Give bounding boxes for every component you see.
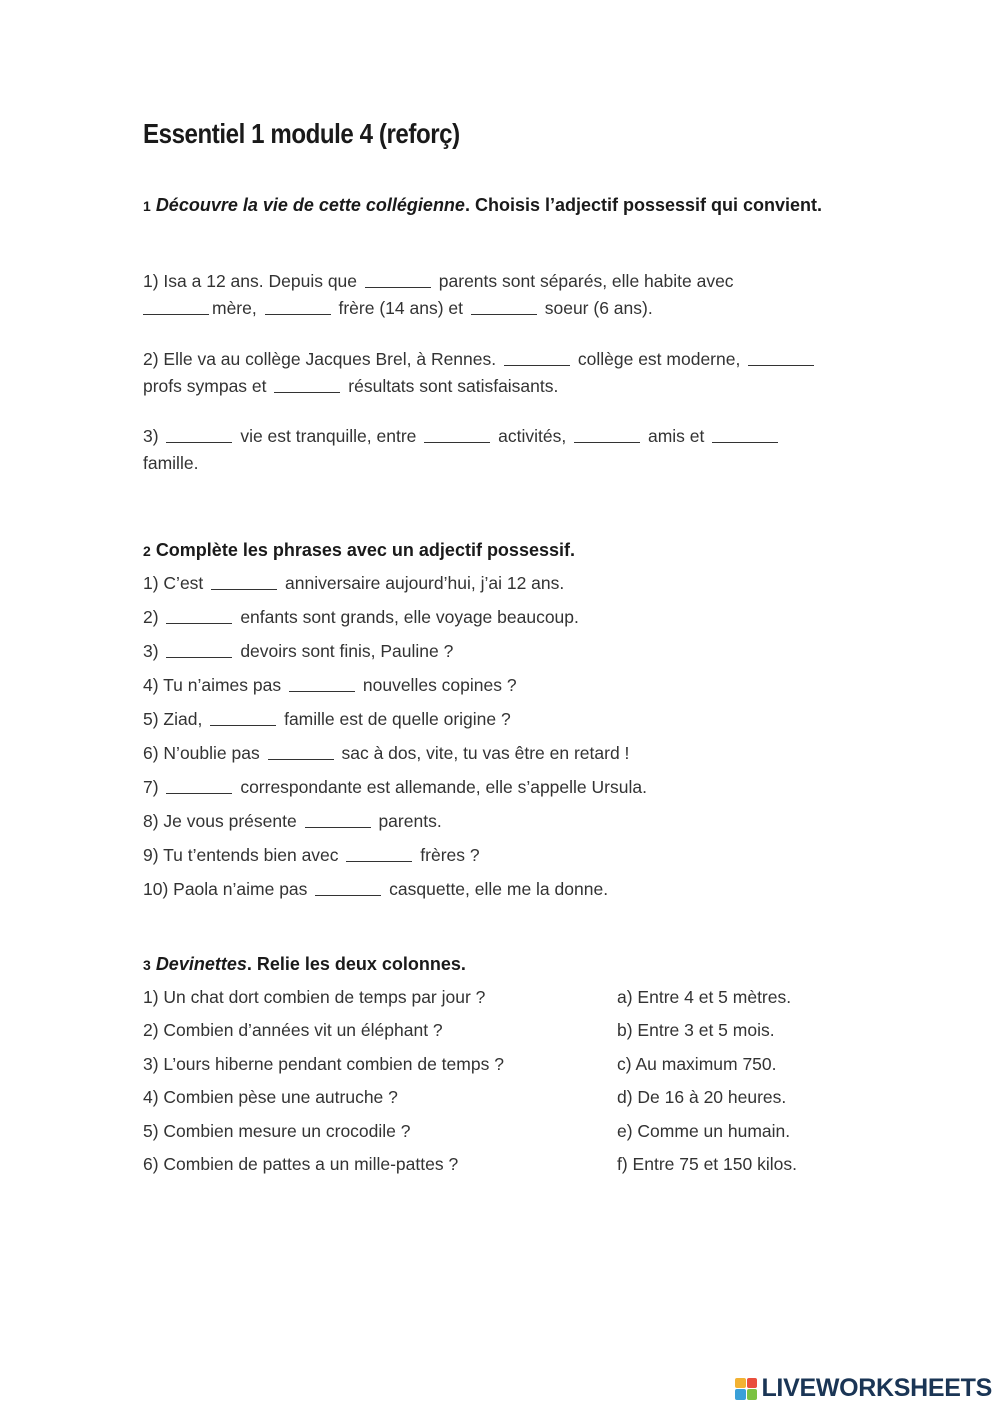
answer-blank[interactable] [305, 826, 371, 828]
text-segment: amis et [647, 426, 705, 446]
text-segment: famille est de quelle origine ? [284, 709, 511, 729]
answer-blank[interactable] [268, 758, 334, 760]
answer-blank[interactable] [166, 622, 232, 624]
text-segment: soeur (6 ans). [544, 298, 653, 318]
question-item[interactable]: 1) Un chat dort combien de temps par jour ? [143, 987, 486, 1007]
exercise-2-item [143, 606, 579, 628]
answer-blank[interactable] [211, 588, 277, 590]
text-segment: 2) Elle va au collège Jacques Brel, à Rennes. [143, 349, 497, 369]
answer-blank[interactable] [289, 690, 355, 692]
exercise-2-number: 2 [143, 543, 151, 559]
exercise-1-number: 1 [143, 198, 151, 214]
exercise-2-item [143, 640, 453, 662]
text-segment: famille. [143, 453, 199, 473]
exercise-1-paragraph-2 [143, 346, 863, 400]
text-segment: mère, [212, 298, 257, 318]
exercise-1-title-rest: . Choisis l’adjectif possessif qui convient. [464, 195, 823, 215]
answer-item[interactable]: c) Au maximum 750. [617, 1054, 777, 1074]
question-item[interactable]: 6) Combien de pattes a un mille-pattes ? [143, 1154, 459, 1174]
text-segment: devoirs sont finis, Pauline ? [240, 641, 454, 661]
answer-item[interactable]: e) Comme un humain. [617, 1121, 791, 1141]
text-segment: collège est moderne, [577, 349, 741, 369]
text-segment: 10) Paola n’aime pas [143, 879, 308, 899]
exercise-1-paragraph-3 [143, 423, 863, 477]
text-segment: 6) N’oublie pas [143, 743, 260, 763]
text-segment: 8) Je vous présente [143, 811, 297, 831]
answer-blank[interactable] [504, 364, 570, 366]
text-segment: résultats sont satisfaisants. [348, 376, 559, 396]
text-segment: enfants sont grands, elle voyage beaucoup. [240, 607, 579, 627]
liveworksheets-logo-text: LIVEWORKSHEETS [761, 1374, 992, 1402]
exercise-2-item [143, 708, 511, 730]
exercise-2-item [143, 742, 629, 764]
exercise-3-title-rest: . Relie les deux colonnes. [246, 954, 466, 974]
text-segment: frères ? [420, 845, 480, 865]
text-segment: 4) Tu n’aimes pas [143, 675, 282, 695]
answer-blank[interactable] [748, 364, 814, 366]
exercise-2-title: Complète les phrases avec un adjectif possessif. [155, 540, 575, 560]
answer-blank[interactable] [471, 313, 537, 315]
text-segment: 5) Ziad, [143, 709, 203, 729]
text-segment: casquette, elle me la donne. [389, 879, 609, 899]
text-segment: nouvelles copines ? [362, 675, 517, 695]
text-segment: anniversaire aujourd’hui, j’ai 12 ans. [285, 573, 565, 593]
exercise-1-heading [143, 192, 863, 219]
text-segment: sac à dos, vite, tu vas être en retard ! [341, 743, 630, 763]
text-segment: 1) C’est [143, 573, 204, 593]
page-title: Essentiel 1 module 4 (reforç) [143, 118, 460, 149]
answer-blank[interactable] [424, 441, 490, 443]
question-item[interactable]: 4) Combien pèse une autruche ? [143, 1087, 398, 1107]
text-segment: parents. [378, 811, 442, 831]
logo-tile [747, 1378, 758, 1389]
answer-blank[interactable] [166, 792, 232, 794]
exercise-1-paragraph-1 [143, 268, 863, 322]
text-segment: 2) [143, 607, 159, 627]
answer-blank[interactable] [346, 860, 412, 862]
text-segment: profs sympas et [143, 376, 267, 396]
exercise-2-item [143, 572, 564, 594]
liveworksheets-logo [735, 1374, 992, 1403]
text-segment: 3) [143, 426, 159, 446]
answer-blank[interactable] [166, 441, 232, 443]
exercise-2-item [143, 844, 480, 866]
text-segment: activités, [498, 426, 567, 446]
question-item[interactable]: 2) Combien d’années vit un éléphant ? [143, 1020, 443, 1040]
exercise-2-item [143, 674, 517, 696]
text-segment: parents sont séparés, elle habite avec [438, 271, 734, 291]
answer-blank[interactable] [143, 313, 209, 315]
text-segment: frère (14 ans) et [338, 298, 463, 318]
liveworksheets-logo-icon [735, 1378, 757, 1400]
logo-tile [735, 1378, 746, 1389]
question-item[interactable]: 3) L’ours hiberne pendant combien de temps ? [143, 1054, 504, 1074]
exercise-1-title-italic: Découvre la vie de cette collégienne [155, 195, 465, 215]
text-segment: 9) Tu t’entends bien avec [143, 845, 339, 865]
exercise-3-number: 3 [143, 957, 151, 973]
answer-item[interactable]: f) Entre 75 et 150 kilos. [617, 1154, 797, 1174]
exercise-2-item [143, 810, 442, 832]
answer-blank[interactable] [315, 894, 381, 896]
answer-blank[interactable] [365, 286, 431, 288]
question-item[interactable]: 5) Combien mesure un crocodile ? [143, 1121, 411, 1141]
text-segment: 7) [143, 777, 159, 797]
text-segment: 3) [143, 641, 159, 661]
exercise-3-title-italic: Devinettes [155, 954, 247, 974]
answer-item[interactable]: a) Entre 4 et 5 mètres. [617, 987, 792, 1007]
text-segment: vie est tranquille, entre [240, 426, 417, 446]
exercise-2-heading [143, 537, 863, 564]
answer-blank[interactable] [712, 441, 778, 443]
answer-blank[interactable] [574, 441, 640, 443]
logo-tile [735, 1389, 746, 1400]
answer-blank[interactable] [210, 724, 276, 726]
answer-item[interactable]: d) De 16 à 20 heures. [617, 1087, 787, 1107]
text-segment: correspondante est allemande, elle s’appelle Ursula. [240, 777, 647, 797]
answer-blank[interactable] [166, 656, 232, 658]
logo-tile [747, 1389, 758, 1400]
text-segment: 1) Isa a 12 ans. Depuis que [143, 271, 358, 291]
exercise-2-item [143, 878, 608, 900]
exercise-3-heading [143, 951, 863, 978]
answer-blank[interactable] [274, 391, 340, 393]
answer-item[interactable]: b) Entre 3 et 5 mois. [617, 1020, 775, 1040]
exercise-2-item [143, 776, 647, 798]
answer-blank[interactable] [265, 313, 331, 315]
